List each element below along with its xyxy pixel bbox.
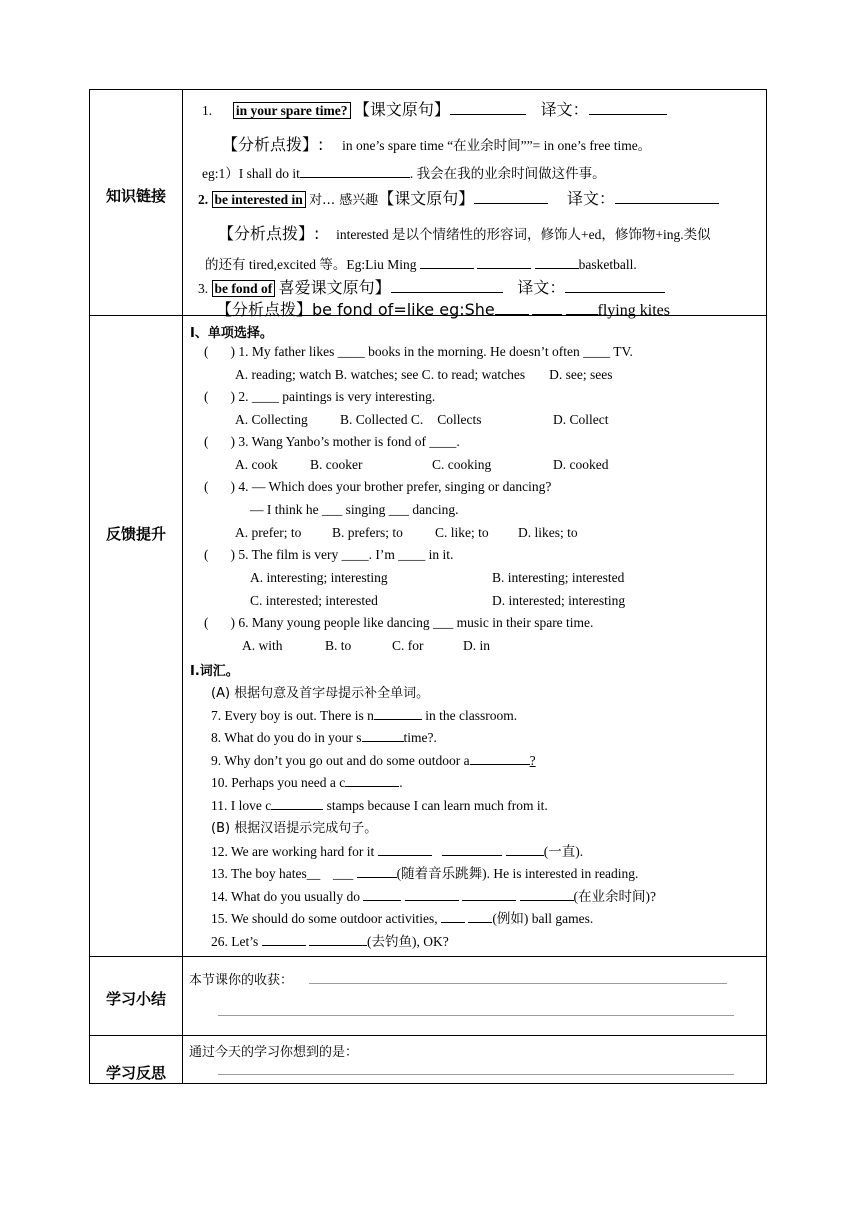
question-1: ( ) 1. My father likes ____ books in the morning. He doesn’t often ____ TV.: [204, 344, 633, 359]
question-1-options: A. reading; watch B. watches; see C. to read; watches D. see; sees: [235, 367, 613, 382]
option: C. like; to: [435, 525, 489, 540]
section-label-reflection: 学习反思: [105, 1064, 166, 1082]
answer-blank[interactable]: [442, 841, 502, 856]
answer-blank[interactable]: [506, 841, 544, 856]
answer-blank[interactable]: [462, 886, 516, 901]
vocab-26: 26. Let’s (去钓鱼), OK?: [211, 930, 449, 950]
question-2-options: B. Collected C. Collects: [340, 412, 482, 427]
vocab-7: 7. Every boy is out. There is n in the classroom.: [211, 705, 517, 724]
answer-blank[interactable]: [420, 254, 474, 269]
section-label-feedback: 反馈提升: [105, 525, 166, 543]
option: B. interesting; interested: [492, 570, 625, 585]
option: D. in: [463, 638, 490, 653]
part-a-instruction: (A) 根据句意及首字母提示补全单词。: [211, 686, 430, 701]
vocab-9: 9. Why don’t you go out and do some outdoor a ?: [211, 750, 536, 769]
option: C. interested; interested: [250, 593, 378, 608]
answer-blank[interactable]: [405, 886, 459, 901]
analysis-1: 【分析点拨】: in one’s spare time “在业余时间””= in one’s free time。: [222, 135, 652, 154]
answer-blank[interactable]: [535, 254, 579, 269]
vocab-10: 10. Perhaps you need a c .: [211, 772, 403, 791]
vocab-14: 14. What do you usually do (在业余时间)?: [211, 885, 656, 905]
vocab-15: 15. We should do some outdoor activities, (例如) ball games.: [211, 907, 593, 927]
answer-blank[interactable]: [470, 750, 530, 765]
knowledge-point-2: 2. be interested in 对… 感兴趣【课文原句】 译文：: [198, 186, 719, 209]
vocab-8: 8. What do you do in your s time?.: [211, 727, 437, 746]
answer-blank[interactable]: [271, 795, 323, 810]
row-divider: [90, 956, 766, 957]
column-divider: [182, 90, 183, 1083]
option: D. likes; to: [518, 525, 578, 540]
question-2-options: D. Collect: [553, 412, 609, 427]
answer-blank[interactable]: [520, 886, 574, 901]
question-4-reply: — I think he ___ singing ___ dancing.: [250, 502, 459, 517]
knowledge-point-3: 3. be fond of 喜爱课文原句】 译文：: [198, 275, 665, 298]
vocab-11: 11. I love c stamps because I can learn much from it.: [211, 795, 548, 814]
analysis-3: 【分析点拨】be fond of=like eg:She flying kites: [216, 300, 670, 319]
option: A. with: [242, 638, 283, 653]
answer-blank[interactable]: [391, 278, 503, 293]
answer-blank[interactable]: [589, 100, 667, 115]
option: C. cooking: [432, 457, 492, 472]
answer-blank[interactable]: [565, 278, 665, 293]
answer-blank[interactable]: [468, 908, 492, 923]
question-4: ( ) 4. — Which does your brother prefer, singing or dancing?: [204, 479, 552, 494]
question-3: ( ) 3. Wang Yanbo’s mother is fond of ____.: [204, 434, 460, 449]
part-b-instruction: (B) 根据汉语提示完成句子。: [211, 821, 378, 836]
answer-blank[interactable]: [477, 254, 531, 269]
knowledge-point-1: 1. in your spare time? 【课文原句】 译文：: [202, 97, 667, 120]
writing-line[interactable]: [218, 1015, 734, 1016]
answer-blank[interactable]: [374, 705, 422, 720]
option: B. cooker: [310, 457, 363, 472]
option: B. to: [325, 638, 352, 653]
option: B. prefers; to: [332, 525, 403, 540]
option: D. interested; interesting: [492, 593, 626, 608]
answer-blank[interactable]: [615, 189, 719, 204]
writing-line[interactable]: [218, 1074, 734, 1075]
answer-blank[interactable]: [378, 841, 432, 856]
mc-heading: I、单项选择。: [190, 326, 273, 341]
question-5: ( ) 5. The film is very ____. I’m ____ in it.: [204, 547, 454, 562]
answer-blank[interactable]: [345, 772, 399, 787]
example-1: eg:1）I shall do it . 我会在我的业余时间做这件事。: [202, 162, 606, 182]
section-label-knowledge: 知识链接: [105, 187, 166, 205]
summary-prompt: 本节课你的收获：: [189, 973, 294, 988]
answer-blank[interactable]: [566, 300, 598, 315]
analysis-2: 【分析点拨】: interested 是以个情绪性的形容词，修饰人+ed，修饰物+ing.类似: [218, 224, 711, 243]
answer-blank[interactable]: [309, 931, 367, 946]
vocab-heading: I.词汇。: [190, 664, 239, 679]
section-label-summary: 学习小结: [105, 990, 166, 1008]
phrase-box: be fond of: [212, 280, 276, 297]
question-2: ( ) 2. ____ paintings is very interesting.: [204, 389, 436, 404]
answer-blank[interactable]: [441, 908, 465, 923]
answer-blank[interactable]: [363, 886, 401, 901]
option: C. for: [392, 638, 424, 653]
option: A. prefer; to: [235, 525, 302, 540]
reflection-prompt: 通过今天的学习你想到的是：: [189, 1045, 359, 1060]
vocab-12: 12. We are working hard for it (一直).: [211, 840, 583, 860]
vocab-13: 13. The boy hates__ ___ (随着音乐跳舞). He is interested in reading.: [211, 862, 638, 882]
answer-blank[interactable]: [474, 189, 548, 204]
answer-blank[interactable]: [300, 163, 410, 178]
phrase-box: in your spare time?: [233, 102, 351, 119]
answer-blank[interactable]: [495, 300, 529, 315]
phrase-box: be interested in: [212, 191, 306, 208]
question-2-options: A. Collecting: [235, 412, 308, 427]
analysis-2-cont: 的还有 tired,excited 等。Eg:Liu Ming basketball.: [205, 253, 637, 273]
answer-blank[interactable]: [450, 100, 526, 115]
option: D. cooked: [553, 457, 609, 472]
option: A. cook: [235, 457, 278, 472]
answer-blank[interactable]: [362, 727, 404, 742]
answer-blank[interactable]: [357, 863, 397, 878]
answer-blank[interactable]: [262, 931, 306, 946]
row-divider: [90, 1035, 766, 1036]
question-6: ( ) 6. Many young people like dancing ___ music in their spare time.: [204, 615, 594, 630]
writing-line[interactable]: [309, 983, 727, 984]
option: A. interesting; interesting: [250, 570, 388, 585]
worksheet-table: [89, 89, 767, 1084]
answer-blank[interactable]: [532, 300, 562, 315]
